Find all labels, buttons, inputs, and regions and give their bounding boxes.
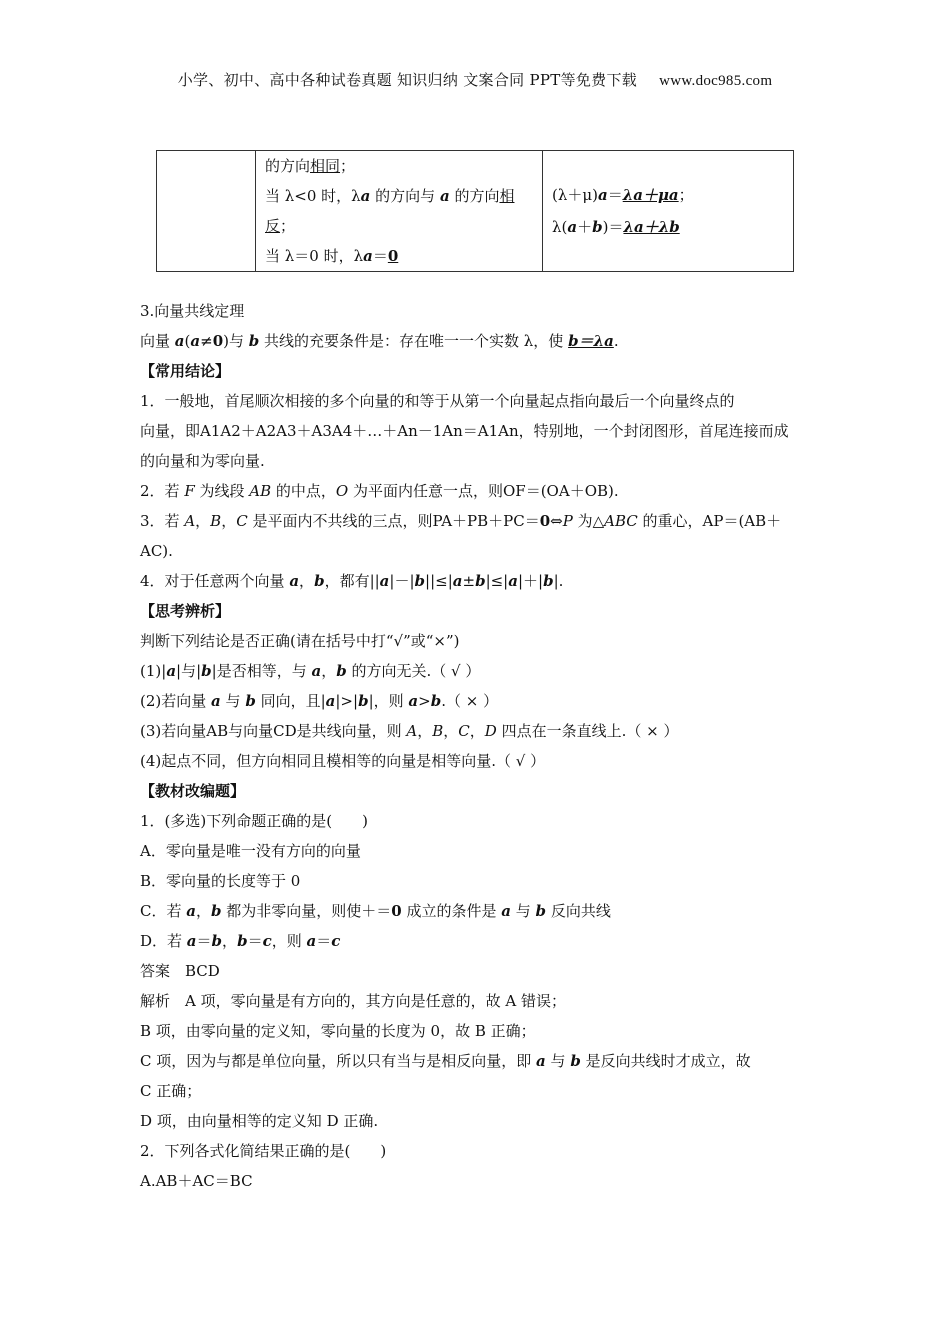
judge-item-3: (3)若向量AB与向量CD是共线向量，则 A，B，C，D 四点在一条直线上.（ × ）	[140, 722, 679, 740]
judge-item-2: (2)若向量 a 与 b 同向，且|a|>|b|，则 a>b.（ × ）	[140, 692, 499, 710]
header-site: www.doc985.com	[659, 73, 773, 89]
conclusion-1-line1: 1．一般地，首尾顺次相接的多个向量的和等于从第一个向量起点指向最后一个向量终点的	[140, 392, 735, 410]
page-header	[0, 69, 950, 90]
heading-conclusions: 【常用结论】	[140, 362, 231, 380]
cell-line: (λ＋μ)a＝λa＋μa；	[552, 186, 694, 204]
cell-line: 当 λ<0 时，λa 的方向与 a 的方向相	[265, 187, 515, 205]
option-a: A．零向量是唯一没有方向的向量	[140, 842, 361, 860]
cell-line: 当 λ＝0 时，λa＝0	[265, 247, 399, 265]
explanation-d: D 项，由向量相等的定义知 D 正确.	[140, 1112, 379, 1130]
heading-textbook: 【教材改编题】	[140, 782, 246, 800]
table-cell-empty	[157, 151, 256, 272]
cell-line: 反；	[265, 217, 296, 235]
question-2: 2．下列各式化简结果正确的是( )	[140, 1142, 387, 1160]
section-title-collinear: 3.向量共线定理	[140, 302, 245, 320]
conclusion-2: 2．若 F 为线段 AB 的中点，O 为平面内任意一点，则OF＝(OA＋OB).	[140, 482, 619, 500]
answer: 答案 BCD	[140, 962, 220, 980]
conclusion-1-line3: 的向量和为零向量.	[140, 452, 265, 470]
table-cell-laws	[543, 151, 794, 272]
scalar-multiplication-table	[156, 150, 794, 272]
option-c: C．若 a，b 都为非零向量，则使＋＝0 成立的条件是 a 与 b 反向共线	[140, 902, 611, 920]
table-cell-direction	[256, 151, 543, 272]
collinear-theorem: 向量 a(a≠0)与 b 共线的充要条件是：存在唯一一个实数 λ，使 b＝λa.	[140, 332, 619, 350]
explanation-b: B 项，由零向量的定义知，零向量的长度为 0，故 B 正确；	[140, 1022, 536, 1040]
question-1: 1．(多选)下列命题正确的是( )	[140, 812, 368, 830]
cell-line: λ(a＋b)＝λa＋λb	[552, 218, 680, 236]
heading-judge: 【思考辨析】	[140, 602, 231, 620]
explanation-a: 解析 A 项，零向量是有方向的，其方向是任意的，故 A 错误；	[140, 992, 566, 1010]
explanation-c-line2: C 正确；	[140, 1082, 202, 1100]
conclusion-3-line2: AC).	[140, 542, 173, 560]
option-d: D．若 a＝b，b＝c，则 a＝c	[140, 932, 341, 950]
conclusion-3-line1: 3．若 A，B，C 是平面内不共线的三点，则PA＋PB＋PC＝0⇔P 为△ABC 的重心，AP＝(AB＋	[140, 512, 782, 530]
conclusion-4: 4．对于任意两个向量 a，b，都有||a|－|b||≤|a±b|≤|a|＋|b|.	[140, 572, 564, 590]
main-content	[140, 296, 812, 1196]
option-b: B．零向量的长度等于 0	[140, 872, 301, 890]
judge-item-1: (1)|a|与|b|是否相等，与 a，b 的方向无关.（ √ ）	[140, 662, 481, 680]
judge-item-4: (4)起点不同，但方向相同且模相等的向量是相等向量.（ √ ）	[140, 752, 546, 770]
judge-intro: 判断下列结论是否正确(请在括号中打“√”或“×”)	[140, 632, 460, 650]
cell-line: 的方向相同；	[265, 157, 356, 175]
question-2-option-a: A.AB＋AC＝BC	[140, 1172, 253, 1190]
conclusion-1-line2: 向量，即A1A2＋A2A3＋A3A4＋…＋An－1An＝A1An，特别地，一个封闭图形，首尾连接而成	[140, 422, 789, 440]
explanation-c-line1: C 项，因为与都是单位向量，所以只有当与是相反向量，即 a 与 b 是反向共线时才成立，故	[140, 1052, 751, 1070]
header-text: 小学、初中、高中各种试卷真题 知识归纳 文案合同 PPT等免费下载	[177, 71, 638, 89]
